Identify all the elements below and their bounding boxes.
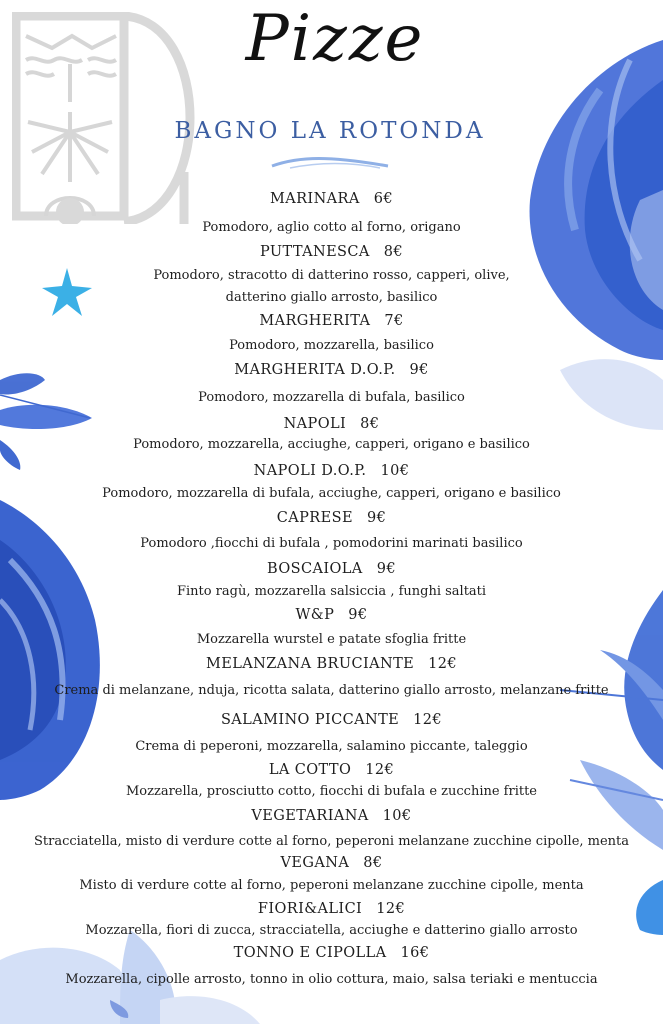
pizza-name: MELANZANA BRUCIANTE 12€	[205, 656, 458, 672]
pizza-price: 9€	[366, 510, 387, 526]
pizza-price: 8€	[363, 855, 383, 871]
pizza-name: MARGHERITA D.O.P. 9€	[234, 362, 429, 378]
pizza-price: 6€	[373, 191, 393, 207]
pizza-name: MARGHERITA 7€	[259, 313, 404, 329]
pizza-name: FIORI&ALICI 12€	[257, 901, 406, 917]
pizza-description: Pomodoro ,fiocchi di bufala , pomodorini marinati basilico	[140, 536, 523, 551]
menu-title: Pizze	[245, 2, 425, 76]
pizza-price: 12€	[413, 712, 443, 728]
pizza-price: 9€	[376, 561, 396, 577]
pizza-price: 12€	[365, 762, 395, 778]
pizza-description: Misto di verdure cotte al forno, peperoni melanzane zucchine cipolle, menta	[79, 878, 584, 893]
pizza-name: NAPOLI 8€	[283, 416, 380, 432]
pizza-price: 8€	[360, 416, 380, 432]
pizza-description: Pomodoro, stracotto di datterino rosso, capperi, olive,	[153, 268, 510, 283]
pizza-description: Pomodoro, mozzarella, basilico	[229, 338, 434, 353]
pizza-description: Mozzarella, cipolle arrosto, tonno in olio cottura, maio, salsa teriaki e mentuccia	[65, 972, 598, 987]
pizza-price: 8€	[383, 244, 404, 260]
pizza-description: Mozzarella wurstel e patate sfoglia fritte	[196, 632, 467, 647]
pizza-description: Pomodoro, mozzarella di bufala, acciughe, capperi, origano e basilico	[102, 486, 561, 501]
pizza-name: BOSCAIOLA 9€	[267, 561, 396, 577]
pizza-price: 9€	[409, 362, 429, 378]
pizza-price: 12€	[428, 656, 458, 672]
pizza-description: Mozzarella, prosciutto cotto, fiocchi di bufala e zucchine fritte	[125, 784, 538, 799]
pizza-description: Pomodoro, aglio cotto al forno, origano	[202, 220, 461, 235]
pizza-name: PUTTANESCA 8€	[259, 244, 404, 260]
pizza-description: Stracciatella, misto di verdure cotte al forno, peperoni melanzane zucchine cipolle, menta	[33, 834, 630, 849]
pizza-price: 10€	[380, 463, 410, 479]
pizza-description: Pomodoro, mozzarella, acciughe, capperi, origano e basilico	[133, 437, 530, 452]
pizza-name: VEGETARIANA 10€	[251, 808, 412, 824]
pizza-price: 9€	[348, 607, 368, 623]
pizza-name: LA COTTO 12€	[268, 762, 395, 778]
pizza-price: 10€	[382, 808, 412, 824]
pizza-name: MARINARA 6€	[270, 191, 393, 207]
pizza-name: W&P 9€	[295, 607, 368, 623]
pizza-name: CAPRESE 9€	[276, 510, 387, 526]
pizza-name: TONNO E CIPOLLA 16€	[233, 945, 430, 961]
pizza-description: Finto ragù, mozzarella salsiccia , funghi saltati	[176, 584, 487, 599]
pizza-description: Pomodoro, mozzarella di bufala, basilico	[198, 390, 465, 405]
brand-name: BAGNO LA ROTONDA	[174, 118, 486, 144]
pizza-description: Mozzarella, fiori di zucca, stracciatella, acciughe e datterino giallo arrosto	[85, 923, 578, 938]
pizza-name: NAPOLI D.O.P. 10€	[253, 463, 410, 479]
pizza-description: datterino giallo arrosto, basilico	[225, 290, 438, 305]
pizza-name: VEGANA 8€	[280, 855, 383, 871]
pizza-description: Crema di peperoni, mozzarella, salamino piccante, taleggio	[135, 739, 528, 754]
pizza-price: 12€	[376, 901, 406, 917]
pizza-name: SALAMINO PICCANTE 12€	[220, 712, 443, 728]
pizza-price: 7€	[384, 313, 404, 329]
pizza-description: Crema di melanzane, nduja, ricotta salata, datterino giallo arrosto, melanzane fritte	[54, 683, 609, 698]
pizza-price: 16€	[400, 945, 430, 961]
